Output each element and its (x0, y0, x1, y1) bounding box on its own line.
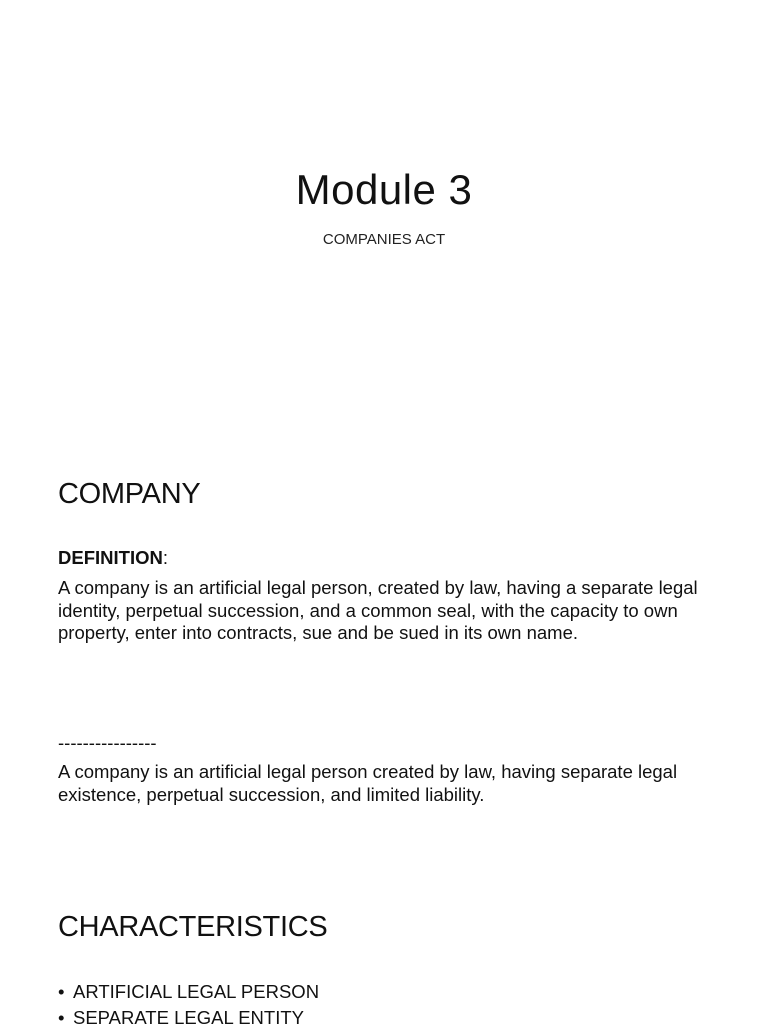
bullet-glyph: • (58, 981, 65, 1002)
slide-heading: CHARACTERISTICS (58, 911, 328, 943)
list-item-label: SEPARATE LEGAL ENTITY (73, 1007, 304, 1024)
slide-divider (0, 872, 768, 880)
characteristics-list (58, 979, 319, 1024)
alt-definition-text: A company is an artificial legal person created by law, having separate legal existence, perpetual succession, and limited liability. (58, 761, 678, 805)
title-slide (0, 0, 768, 432)
slide-title: Module 3 (295, 166, 473, 213)
company-slide (0, 440, 768, 872)
list-item-label: ARTIFICIAL LEGAL PERSON (73, 981, 320, 1002)
slide-heading: COMPANY (58, 478, 201, 510)
definition-colon: : (162, 547, 168, 568)
list-item (58, 979, 319, 1005)
definition-label (58, 547, 168, 569)
definition-label-text: DEFINITION (58, 547, 163, 568)
separator-text: ---------------- (58, 732, 157, 753)
slide-divider (0, 432, 768, 440)
list-item (58, 1005, 319, 1024)
slide-subtitle: COMPANIES ACT (322, 231, 446, 248)
definition-text: A company is an artificial legal person, created by law, having a separate legal identity, perpetual succession, and a common seal, with the capacity to own property, enter into contracts, sue and be sued in its own name. (58, 577, 698, 643)
bullet-glyph: • (58, 1007, 65, 1024)
characteristics-slide (0, 880, 768, 1024)
